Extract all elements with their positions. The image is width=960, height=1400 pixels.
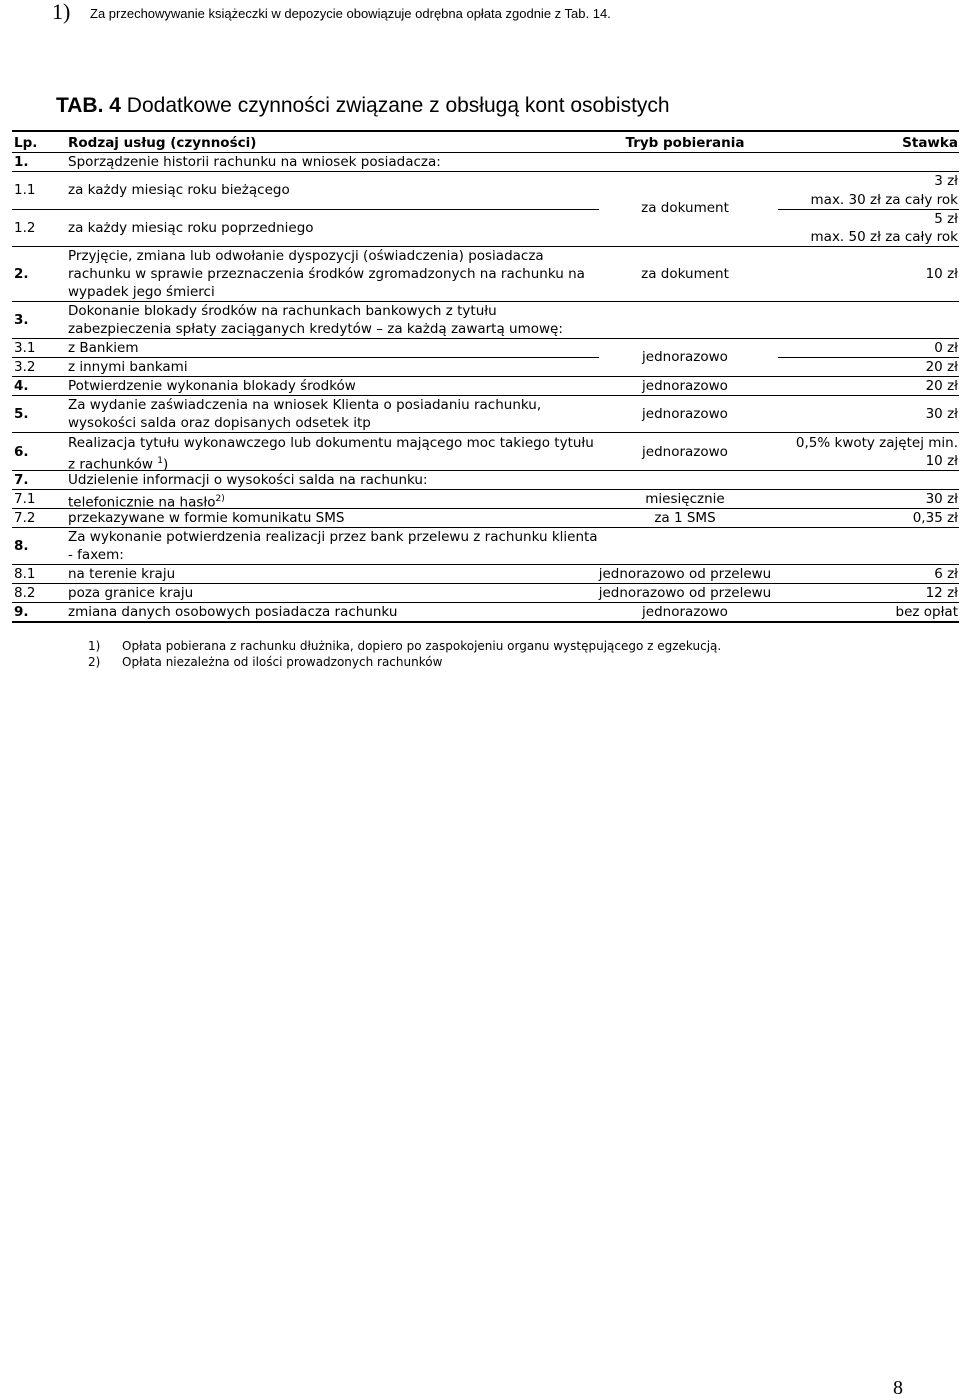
row-3-line1: Dokonanie blokady środków na rachunkach bankowych z tytułu bbox=[68, 303, 497, 319]
row-divider bbox=[12, 338, 959, 339]
row-divider bbox=[12, 508, 959, 509]
row-1-lp: 1. bbox=[14, 154, 29, 170]
footnote-1-text: Opłata pobierana z rachunku dłużnika, dopiero po zaspokojeniu organu występującego z egzekucją. bbox=[122, 639, 722, 653]
row-8-2-name: poza granice kraju bbox=[68, 585, 194, 601]
footnote-2-num: 2) bbox=[88, 655, 101, 669]
row-divider bbox=[12, 470, 959, 471]
row-6-rate: 0,5% kwoty zajętej min. bbox=[795, 435, 958, 451]
row-6-line2-text: z rachunków bbox=[68, 456, 153, 473]
row-7-2-lp: 7.2 bbox=[14, 510, 36, 526]
header-mode: Tryb pobierania bbox=[625, 135, 745, 151]
row-8-1-mode: jednorazowo od przelewu bbox=[598, 566, 772, 582]
row-1-1-lp: 1.1 bbox=[14, 182, 36, 198]
row-3-line2: zabezpieczenia spłaty zaciąganych kredytów – za każdą zawartą umowę: bbox=[68, 321, 563, 337]
row-2-line1: Przyjęcie, zmiana lub odwołanie dyspozycji (oświadczenia) posiadacza bbox=[68, 248, 544, 264]
footnote-1-num: 1) bbox=[88, 639, 101, 653]
table-bottom-border bbox=[12, 621, 959, 623]
row-4-lp: 4. bbox=[14, 378, 29, 394]
row-7-name: Udzielenie informacji o wysokości salda na rachunku: bbox=[68, 472, 428, 488]
top-note-number: 1) bbox=[52, 0, 71, 24]
row-divider bbox=[12, 209, 599, 210]
row-3-2-rate: 20 zł bbox=[925, 359, 958, 375]
header-rate: Stawka bbox=[902, 135, 958, 151]
row-divider bbox=[12, 527, 959, 528]
row-divider bbox=[12, 357, 599, 358]
row-divider bbox=[12, 583, 959, 584]
row-1-1-name: za każdy miesiąc roku bieżącego bbox=[68, 182, 290, 198]
row-9-name: zmiana danych osobowych posiadacza rachunku bbox=[68, 604, 398, 620]
row-divider bbox=[12, 301, 959, 302]
row-8-2-lp: 8.2 bbox=[14, 585, 36, 601]
row-8-2-mode: jednorazowo od przelewu bbox=[598, 585, 772, 601]
row-3-1-rate: 0 zł bbox=[934, 340, 958, 356]
row-6-lp: 6. bbox=[14, 444, 29, 460]
row-7-1-lp: 7.1 bbox=[14, 491, 36, 507]
row-1-2-rate-max: max. 50 zł za cały rok bbox=[810, 229, 958, 245]
row-7-2-mode: za 1 SMS bbox=[654, 510, 716, 526]
row-3-1-lp: 3.1 bbox=[14, 340, 36, 356]
header-service: Rodzaj usług (czynności) bbox=[68, 135, 257, 151]
table-title-text: Dodatkowe czynności związane z obsługą kont osobistych bbox=[126, 94, 670, 117]
table-title-prefix: TAB. 4 bbox=[56, 94, 121, 117]
row-divider bbox=[12, 246, 959, 247]
row-9-rate: bez opłat bbox=[895, 604, 958, 620]
row-8-lp: 8. bbox=[14, 538, 29, 554]
table-title bbox=[56, 94, 670, 118]
row-1-2-rate: 5 zł bbox=[934, 211, 958, 227]
row-1-1-rate: 3 zł bbox=[934, 173, 958, 189]
row-7-1-text: telefonicznie na hasło bbox=[68, 494, 216, 511]
row-7-1-mode: miesięcznie bbox=[645, 491, 725, 507]
row-3-lp: 3. bbox=[14, 312, 29, 328]
header-divider bbox=[12, 152, 959, 153]
footnote-ref-1: 1 bbox=[157, 456, 163, 466]
row-9-lp: 9. bbox=[14, 604, 29, 620]
row-4-mode: jednorazowo bbox=[642, 378, 728, 394]
row-divider bbox=[12, 395, 959, 396]
row-1-2-lp: 1.2 bbox=[14, 220, 36, 236]
row-8-1-rate: 6 zł bbox=[934, 566, 958, 582]
row-1-1-rate-max: max. 30 zł za cały rok bbox=[810, 192, 958, 208]
row-2-line2: rachunku w sprawie przeznaczenia środków zgromadzonych na rachunku na bbox=[68, 266, 585, 282]
footnote-2-text: Opłata niezależna od ilości prowadzonych rachunków bbox=[122, 655, 443, 669]
row-2-rate: 10 zł bbox=[925, 266, 958, 282]
row-divider bbox=[778, 209, 959, 210]
row-6-mode: jednorazowo bbox=[642, 444, 728, 460]
top-note-text: Za przechowywanie książeczki w depozycie obowiązuje odrębna opłata zgodnie z Tab. 14. bbox=[90, 6, 611, 21]
table-top-border bbox=[12, 130, 959, 132]
row-6-line2-close: ) bbox=[162, 456, 169, 473]
row-6-line1: Realizacja tytułu wykonawczego lub dokumentu mającego moc takiego tytułu bbox=[68, 435, 594, 451]
row-7-1-rate: 30 zł bbox=[925, 491, 958, 507]
row-5-line1: Za wydanie zaświadczenia na wniosek Klienta o posiadaniu rachunku, bbox=[68, 397, 542, 413]
row-divider bbox=[12, 564, 959, 565]
row-5-mode: jednorazowo bbox=[642, 406, 728, 422]
row-3-2-lp: 3.2 bbox=[14, 359, 36, 375]
row-7-2-name: przekazywane w formie komunikatu SMS bbox=[68, 510, 345, 526]
header-lp: Lp. bbox=[14, 135, 38, 151]
page-number: 8 bbox=[893, 1377, 903, 1399]
row-3-1-name: z Bankiem bbox=[68, 340, 139, 356]
row-9-mode: jednorazowo bbox=[642, 604, 728, 620]
row-8-1-name: na terenie kraju bbox=[68, 566, 176, 582]
row-divider bbox=[12, 171, 959, 172]
row-8-line1: Za wykonanie potwierdzenia realizacji przez bank przelewu z rachunku klienta bbox=[68, 529, 598, 545]
row-4-name: Potwierdzenie wykonania blokady środków bbox=[68, 378, 356, 394]
row-3-2-name: z innymi bankami bbox=[68, 359, 188, 375]
row-5-line2: wysokości salda oraz dopisanych odsetek itp bbox=[68, 415, 371, 431]
row-6-rate-min: 10 zł bbox=[925, 453, 958, 469]
row-1-2-name: za każdy miesiąc roku poprzedniego bbox=[68, 220, 314, 236]
row-1-mode: za dokument bbox=[641, 200, 729, 216]
row-2-mode: za dokument bbox=[641, 266, 729, 282]
row-2-line3: wypadek jego śmierci bbox=[68, 284, 215, 300]
row-8-2-rate: 12 zł bbox=[925, 585, 958, 601]
row-8-1-lp: 8.1 bbox=[14, 566, 36, 582]
row-7-lp: 7. bbox=[14, 472, 29, 488]
row-2-lp: 2. bbox=[14, 266, 29, 282]
row-3-mode: jednorazowo bbox=[642, 349, 728, 365]
row-4-rate: 20 zł bbox=[925, 378, 958, 394]
row-5-rate: 30 zł bbox=[925, 406, 958, 422]
footnote-ref-2: 2) bbox=[215, 494, 225, 504]
row-5-lp: 5. bbox=[14, 406, 29, 422]
row-8-line2: - faxem: bbox=[68, 547, 124, 563]
row-divider bbox=[12, 489, 959, 490]
row-7-2-rate: 0,35 zł bbox=[912, 510, 958, 526]
row-divider bbox=[778, 357, 959, 358]
row-divider bbox=[12, 376, 959, 377]
row-divider bbox=[12, 432, 959, 433]
row-1-name: Sporządzenie historii rachunku na wniosek posiadacza: bbox=[68, 154, 441, 170]
row-divider bbox=[12, 602, 959, 603]
